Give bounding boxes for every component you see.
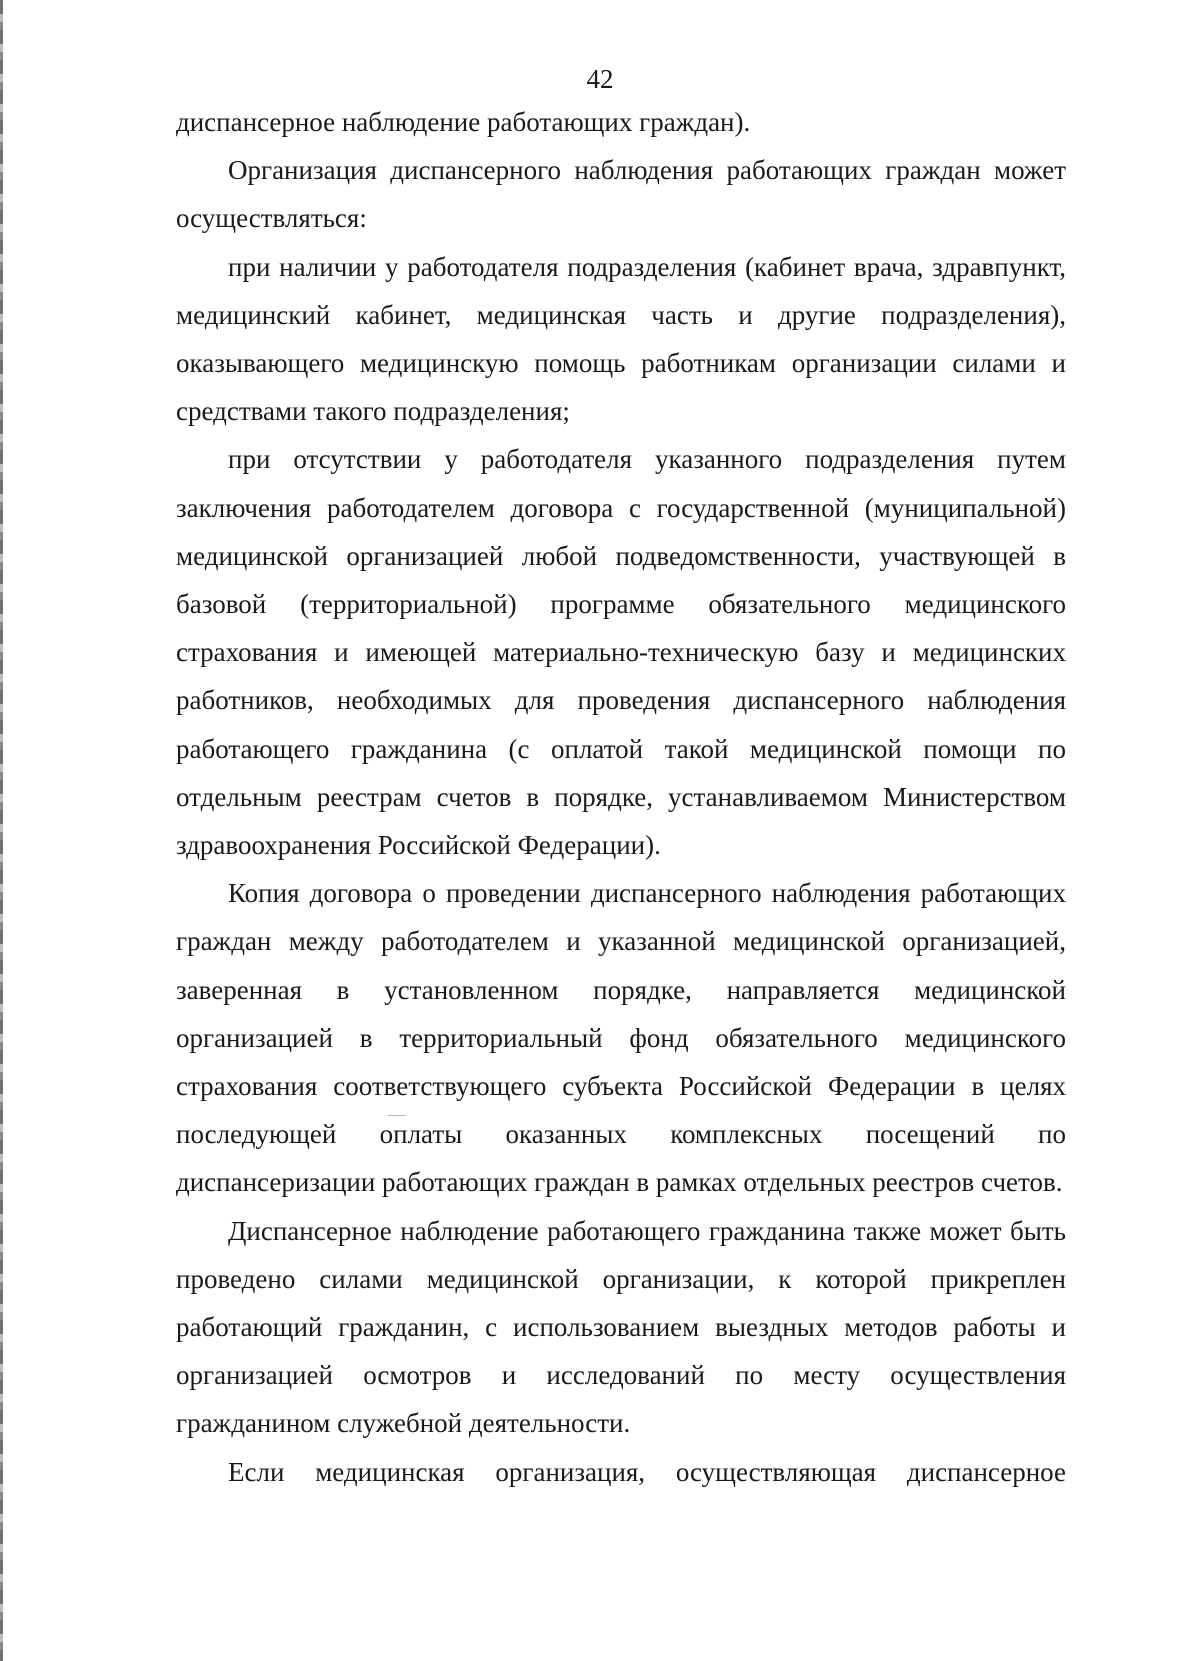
paragraph-without-subdivision: при отсутствии у работодателя указанного подразделения путем заключения работодателем договора с государственной (муниципальной) медицинской организацией любой подведомственности, участвующей в базовой (территориальной) программе обязательного медицинского страхования и имеющей материально-техническую базу и медицинских работников, необходимых для проведения диспансерного наблюдения работающего гражданина (с оплатой такой медицинской помощи по отдельным реестрам счетов в порядке, устанавливаемом Министерством здравоохранения Российской Федерации). [176,444,1066,861]
paragraph-organization: Организация диспансерного наблюдения работающих граждан может осуществляться: [176,155,1066,234]
paragraph-field-methods: Диспансерное наблюдение работающего гражданина также может быть проведено силами медицинской организации, к которой прикреплен работающий гражданин, с использованием выездных методов работы и организацией осмотров и исследований по месту осуществления гражданином служебной деятельности. [176,1215,1066,1439]
paragraph-continued-next-page: Если медицинская организация, осуществляющая диспансерное [228,1456,1066,1487]
scan-speck [388,1115,406,1116]
page-number: 42 [586,64,614,94]
document-body [176,98,1066,1496]
paragraph-with-subdivision: при наличии у работодателя подразделения (кабинет врача, здравпункт, медицинский кабинет, медицинская часть и другие подразделения), оказывающего медицинскую помощь работникам организации силами и средствами такого подразделения; [176,251,1066,427]
paragraph-contract-copy: Копия договора о проведении диспансерного наблюдения работающих граждан между работодателем и указанной медицинской организацией, заверенная в установленном порядке, направляется медицинской организацией в территориальный фонд обязательного медицинского страхования соответствующего субъекта Российской Федерации в целях последующей оплаты оказанных комплексных посещений по диспансеризации работающих граждан в рамках отдельных реестров счетов. [176,878,1066,1198]
scan-edge-artifact [0,0,3,1661]
paragraph-continuation: диспансерное наблюдение работающих граждан). [176,107,751,137]
